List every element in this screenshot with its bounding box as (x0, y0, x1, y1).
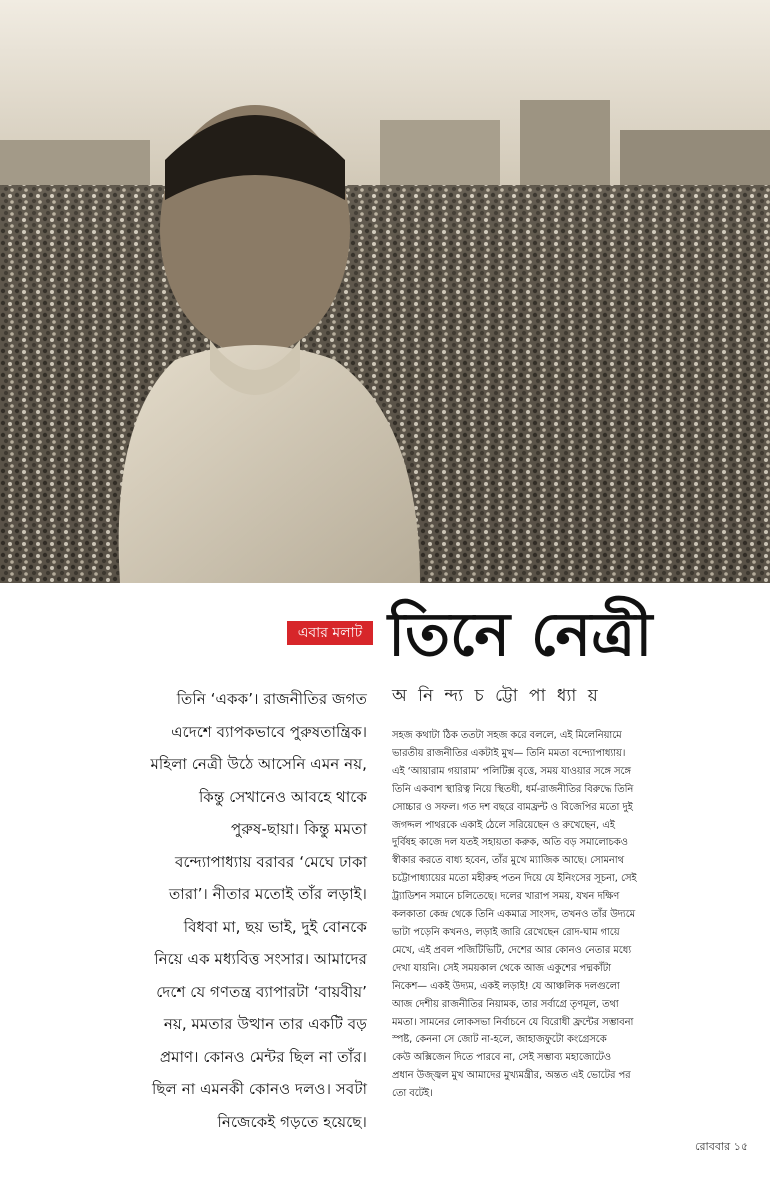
body-line: স্বীকার করতে বাধ্য হবেন, তাঁর মুখে ম্যাজিক আছে। সোমনাথ (392, 855, 624, 867)
body-line: দুর্বিষহ কাজে দল যতই সহায়তা করুক, অতি বড় সমালোচকও (392, 837, 628, 849)
page-title: তিনে নেত্রী (388, 600, 653, 670)
page-folio: রোববার ১৫ (695, 1140, 748, 1153)
article-body (392, 727, 764, 1127)
body-line: মমতা। সামনের লোকসভা নির্বাচনে যে বিরোধী ফ্রন্টের সম্ভাবনা (392, 1016, 634, 1028)
intro-line: তিনি ‘একক’। রাজনীতির জগত (176, 690, 367, 708)
intro-line: দেশে যে গণতন্ত্র ব্যাপারটা ‘বায়বীয়’ (156, 982, 367, 1001)
intro-line: মহিলা নেত্রী উঠে আসেনি এমন নয়, (150, 755, 367, 773)
intro-line: বিধবা মা, ছয় ভাই, দুই বোনকে (183, 917, 367, 936)
intro-line: প্রমাণ। কোনও মেন্টর ছিল না তাঁর। (159, 1047, 367, 1066)
body-line: চট্টোপাধ্যায়ের মতো মহীরুহ পতন দিয়ে যে ইনিংসের সূচনা, সেই (392, 873, 637, 885)
body-line: তিনি একবাশ স্থারিত্ব নিয়ে স্থিতধী, ধর্ম-রাজনীতির বিরুদ্ধে তিনি (392, 783, 634, 795)
body-line: তো বটেই। (392, 1088, 433, 1100)
intro-line: এদেশে ব্যাপকভাবে পুরুষতান্ত্রিক। (171, 722, 367, 741)
author-byline: অ নি ন্দ্য চ ট্টো পা ধ্যা য় (392, 686, 601, 706)
section-tag: এবার মলাট (287, 621, 373, 645)
body-line: কলকাতা কেন্দ্র থেকে তিনি একমাত্র সাংসদ, তখনও তাঁর উদ্যমে (392, 909, 636, 921)
intro-line: পুরুষ-ছায়া। কিন্তু মমতা (231, 820, 367, 838)
intro-line: নয়, মমতার উত্থান তার একটি বড় (163, 1015, 367, 1033)
body-line: দেখা যায়নি। সেই সময়কাল থেকে আজ একুশের পদ্মকাঁটা (392, 962, 611, 974)
body-line: সোচ্চার ও সফল। গত দশ বছরে বামফ্রন্ট ও বিজেপির মতো দুই (392, 801, 633, 813)
body-line: ভারতীয় রাজনীতির একটাই মুখ— তিনি মমতা বন্দ্যোপাধ্যায়। (392, 747, 626, 759)
cover-photo (0, 0, 770, 583)
body-line: সহজ কথাটা ঠিক ততটা সহজ করে বললে, এই মিলেনিয়ামে (392, 730, 622, 741)
portrait-photo (0, 0, 770, 583)
body-line: এই ‘আয়ারাম গয়ারাম’ পলিটিক্স বৃত্তে, সময় যাওয়ার সঙ্গে সঙ্গে (392, 765, 631, 777)
intro-line: নিজেকেই গড়তে হয়েছে। (217, 1112, 367, 1131)
body-line: আজ দেশীয় রাজনীতির নিয়ামক, তার সর্বাগ্রে তৃণমূল, তথা (392, 998, 619, 1010)
body-line: জগদ্দল পাথরকে একাই ঠেলে সরিয়েছেন ও রুখেছেন, এই (392, 819, 615, 831)
body-line: নিকেশ— একই উদ্যম, একই লড়াই! যে আঞ্চলিক দলগুলো (392, 980, 620, 992)
intro-line: তারা’। নীতার মতোই তাঁর লড়াই। (169, 885, 367, 903)
intro-text (103, 683, 367, 1131)
intro-line: ছিল না এমনকী কোনও দলও। সবটা (152, 1080, 367, 1098)
body-line: ভাটা পড়েনি কখনও, লড়াই জারি রেখেছেন রোদ-ঘাম গায়ে (392, 926, 620, 938)
body-line: প্রধান উজ্জ্বল মুখ আমাদের মুখ্যমন্ত্রীর, অন্তত এই ভোটের পর (392, 1070, 631, 1082)
intro-line: নিয়ে এক মধ্যবিত্ত সংসার। আমাদের (154, 950, 367, 968)
body-line: মেখে, এই প্রবল পজিটিভিটি, দেশের আর কোনও নেতার মধ্যে (392, 944, 632, 956)
body-line: স্পষ্ট, কেননা সে জোট না-হলে, জাহাজফুটো কংগ্রেসকে (392, 1034, 607, 1046)
body-line: ট্র্যাডিশন সমানে চলিতেছে। দলের খারাপ সময়, যখন দক্ষিণ (392, 891, 620, 903)
intro-line: বন্দ্যোপাধ্যায় বরাবর ‘মেঘে ঢাকা (175, 852, 367, 871)
body-line: কেউ অক্সিজেন দিতে পারবে না, সেই সম্ভাব্য মহাজোটেও (392, 1052, 611, 1064)
intro-line: কিন্তু সেখানেও আবহে থাকে (198, 787, 367, 806)
